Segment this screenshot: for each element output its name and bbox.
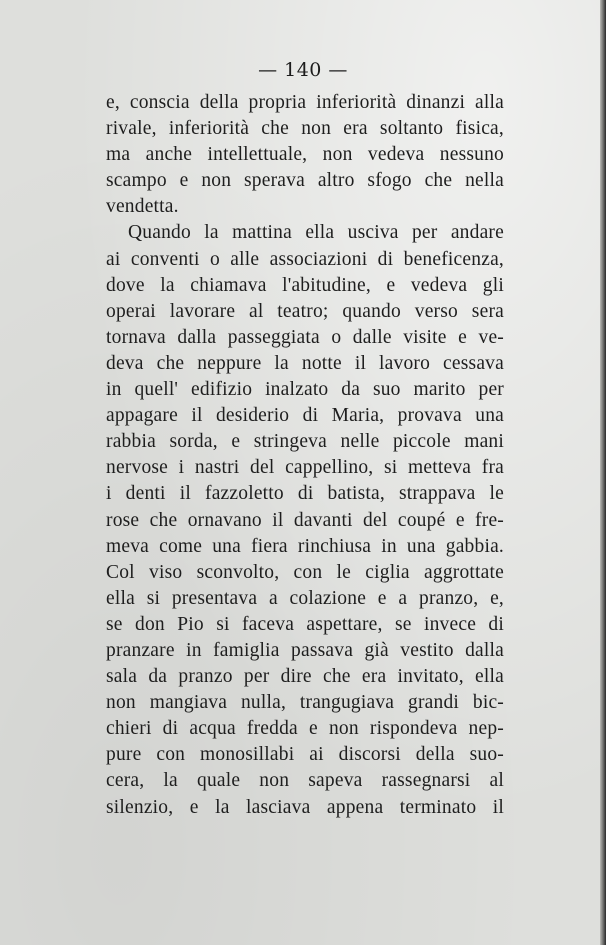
text-line: cera, la quale non sapeva rassegnarsi al <box>106 770 504 792</box>
text-line: rivale, inferiorità che non era soltanto fisica, <box>106 118 504 140</box>
text-line: appagare il desiderio di Maria, provava una <box>106 405 504 427</box>
text-line: non mangiava nulla, trangugiava grandi bic- <box>106 692 504 714</box>
text-line: silenzio, e la lasciava appena terminato il <box>106 796 504 818</box>
text-line: deva che neppure la notte il lavoro cessava <box>106 352 504 374</box>
text-line: chieri di acqua fredda e non rispondeva nep- <box>106 718 504 740</box>
text-line: rose che ornavano il davanti del coupé e fre- <box>106 509 504 531</box>
text-line: in quell' edifizio inalzato da suo marito per <box>106 379 504 401</box>
page-edge-shadow <box>600 0 606 945</box>
text-line: nervose i nastri del cappellino, si metteva fra <box>106 457 504 479</box>
page-number: — 140 — <box>258 59 348 81</box>
text-line: ella si presentava a colazione e a pranzo, e, <box>106 587 504 609</box>
text-line: i denti il fazzoletto di batista, strappava le <box>106 483 504 505</box>
text-line: ai conventi o alle associazioni di beneficenza, <box>106 248 504 270</box>
text-line: vendetta. <box>106 196 179 218</box>
text-line: ma anche intellettuale, non vedeva nessuno <box>106 144 504 166</box>
text-line: e, conscia della propria inferiorità dinanzi alla <box>106 92 504 113</box>
text-line: dove la chiamava l'abitudine, e vedeva gli <box>106 274 504 296</box>
text-line: rabbia sorda, e stringeva nelle piccole mani <box>106 431 504 453</box>
text-line: pranzare in famiglia passava già vestito dalla <box>106 639 504 661</box>
body-text <box>106 90 504 821</box>
text-line: scampo e non sperava altro sfogo che nella <box>106 170 504 192</box>
text-line: tornava dalla passeggiata o dalle visite e ve- <box>106 326 504 348</box>
text-line: Quando la mattina ella usciva per andare <box>128 222 504 244</box>
text-line: Col viso sconvolto, con le ciglia aggrottate <box>106 561 504 583</box>
text-line: operai lavorare al teatro; quando verso sera <box>106 300 504 322</box>
text-line: se don Pio si faceva aspettare, se invece di <box>106 613 504 635</box>
text-line: sala da pranzo per dire che era invitato, ella <box>106 666 504 688</box>
text-line: pure con monosillabi ai discorsi della suo- <box>106 744 504 766</box>
text-line: meva come una fiera rinchiusa in una gabbia. <box>106 535 504 557</box>
